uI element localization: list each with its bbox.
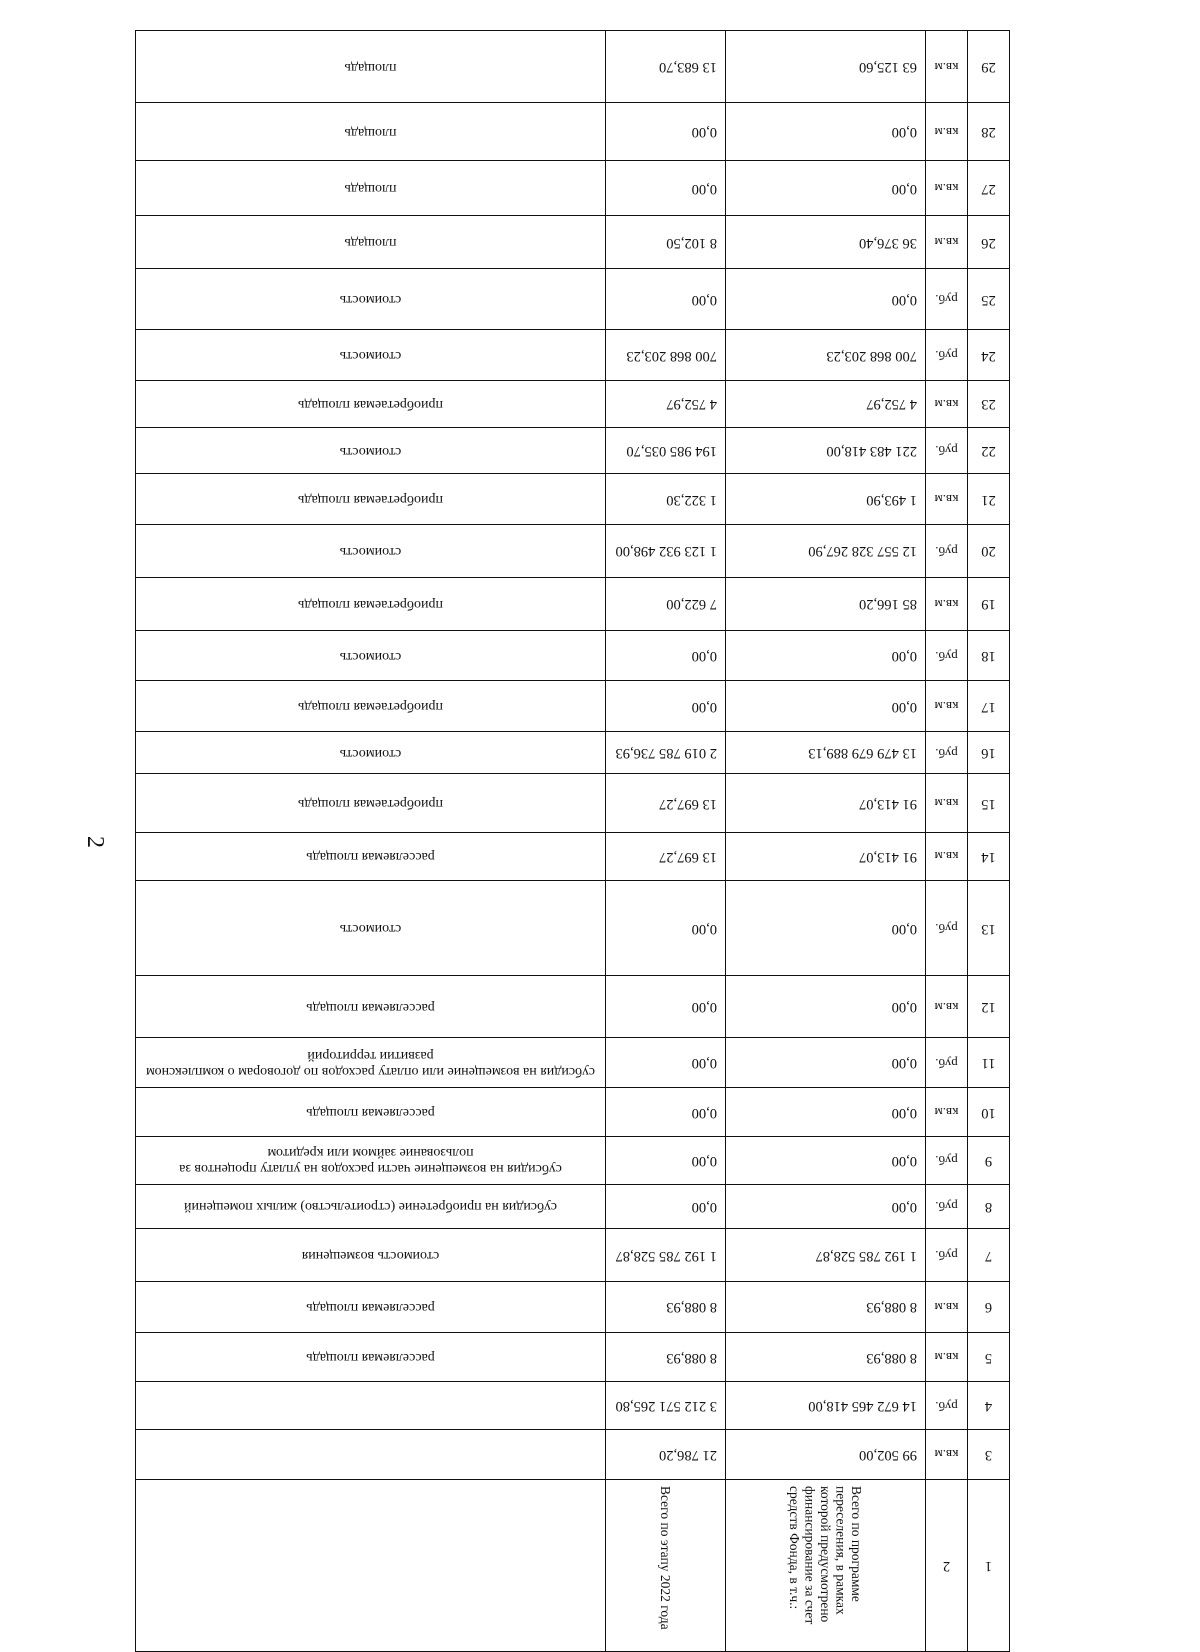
row-number: 25 bbox=[968, 269, 1010, 330]
row-value-program: 0,00 bbox=[726, 1088, 926, 1137]
row-value-stage: 194 985 035,70 bbox=[606, 427, 726, 474]
page-number: 2 bbox=[82, 836, 108, 848]
row-value-stage: 0,00 bbox=[606, 1137, 726, 1185]
row-value-program: 4 752,97 bbox=[726, 381, 926, 428]
row-description: площадь bbox=[136, 103, 606, 161]
row-value-stage: 1 322,30 bbox=[606, 474, 726, 525]
row-value-program: 8 088,93 bbox=[726, 1281, 926, 1332]
table-row bbox=[136, 269, 1010, 330]
row-number: 9 bbox=[968, 1137, 1010, 1185]
row-description: площадь bbox=[136, 161, 606, 216]
row-value-program: 99 502,00 bbox=[726, 1429, 926, 1479]
header-col-2 bbox=[926, 1479, 968, 1651]
row-unit: руб. bbox=[926, 1229, 968, 1282]
row-number: 7 bbox=[968, 1229, 1010, 1282]
row-description: расселяемая площадь bbox=[136, 1281, 606, 1332]
table-row bbox=[136, 381, 1010, 428]
row-description: стоимость bbox=[136, 269, 606, 330]
row-unit: кв.м bbox=[926, 1332, 968, 1382]
row-description: приобретаемая площадь bbox=[136, 474, 606, 525]
row-description: стоимость bbox=[136, 330, 606, 381]
row-value-stage: 0,00 bbox=[606, 681, 726, 732]
header-total-stage-text: Всего по этапу 2022 года bbox=[658, 1485, 674, 1630]
row-number: 20 bbox=[968, 524, 1010, 577]
header-total-stage bbox=[606, 1479, 726, 1651]
row-value-program: 0,00 bbox=[726, 269, 926, 330]
row-value-stage: 8 088,93 bbox=[606, 1281, 726, 1332]
table-row bbox=[136, 1137, 1010, 1185]
row-value-stage: 0,00 bbox=[606, 881, 726, 976]
row-number: 14 bbox=[968, 832, 1010, 881]
row-unit: кв.м bbox=[926, 474, 968, 525]
row-unit: руб. bbox=[926, 630, 968, 681]
row-number: 17 bbox=[968, 681, 1010, 732]
row-description bbox=[136, 1382, 606, 1430]
row-unit: кв.м bbox=[926, 774, 968, 832]
row-value-stage: 0,00 bbox=[606, 103, 726, 161]
row-unit: кв.м bbox=[926, 976, 968, 1037]
program-table bbox=[135, 30, 1010, 1652]
row-unit: кв.м bbox=[926, 161, 968, 216]
row-number: 4 bbox=[968, 1382, 1010, 1430]
row-number: 8 bbox=[968, 1184, 1010, 1228]
row-value-program: 0,00 bbox=[726, 976, 926, 1037]
row-value-stage: 8 088,93 bbox=[606, 1332, 726, 1382]
row-value-stage: 0,00 bbox=[606, 269, 726, 330]
row-value-program: 0,00 bbox=[726, 681, 926, 732]
row-description: приобретаемая площадь bbox=[136, 681, 606, 732]
row-unit: кв.м bbox=[926, 577, 968, 630]
table-row bbox=[136, 524, 1010, 577]
row-description: субсидия на приобретение (строительство) жилых помещений bbox=[136, 1184, 606, 1228]
table-row bbox=[136, 103, 1010, 161]
row-value-stage: 13 697,27 bbox=[606, 832, 726, 881]
row-description: стоимость возмещения bbox=[136, 1229, 606, 1282]
row-description: стоимость bbox=[136, 524, 606, 577]
row-value-stage: 3 212 571 265,80 bbox=[606, 1382, 726, 1430]
row-value-program: 8 088,93 bbox=[726, 1332, 926, 1382]
row-value-program: 0,00 bbox=[726, 161, 926, 216]
row-number: 5 bbox=[968, 1332, 1010, 1382]
row-unit: руб. bbox=[926, 881, 968, 976]
row-value-stage: 0,00 bbox=[606, 630, 726, 681]
header-col-1 bbox=[968, 1479, 1010, 1651]
row-unit: кв.м bbox=[926, 216, 968, 269]
row-number: 3 bbox=[968, 1429, 1010, 1479]
table-row bbox=[136, 577, 1010, 630]
row-value-stage: 0,00 bbox=[606, 1088, 726, 1137]
row-description: приобретаемая площадь bbox=[136, 774, 606, 832]
row-value-program: 1 192 785 528,87 bbox=[726, 1229, 926, 1282]
row-value-stage: 13 683,70 bbox=[606, 31, 726, 103]
table-row bbox=[136, 1088, 1010, 1137]
row-number: 23 bbox=[968, 381, 1010, 428]
row-unit: руб. bbox=[926, 1037, 968, 1088]
table-row bbox=[136, 427, 1010, 474]
row-value-stage: 2 019 785 736,93 bbox=[606, 732, 726, 774]
table-row bbox=[136, 1281, 1010, 1332]
row-value-program: 14 672 465 418,00 bbox=[726, 1382, 926, 1430]
row-description: стоимость bbox=[136, 732, 606, 774]
table-row bbox=[136, 31, 1010, 103]
row-value-program: 700 868 203,23 bbox=[726, 330, 926, 381]
table-row bbox=[136, 832, 1010, 881]
row-unit: руб. bbox=[926, 269, 968, 330]
row-value-program: 12 557 328 267,90 bbox=[726, 524, 926, 577]
row-unit: кв.м bbox=[926, 1281, 968, 1332]
table-row bbox=[136, 881, 1010, 976]
table-row bbox=[136, 1037, 1010, 1088]
table-row bbox=[136, 774, 1010, 832]
row-number: 12 bbox=[968, 976, 1010, 1037]
row-number: 29 bbox=[968, 31, 1010, 103]
row-description: расселяемая площадь bbox=[136, 976, 606, 1037]
row-unit: кв.м bbox=[926, 832, 968, 881]
row-unit: кв.м bbox=[926, 31, 968, 103]
row-number: 16 bbox=[968, 732, 1010, 774]
table-row bbox=[136, 330, 1010, 381]
row-value-program: 85 166,20 bbox=[726, 577, 926, 630]
row-value-program: 91 413,07 bbox=[726, 774, 926, 832]
row-unit: кв.м bbox=[926, 1429, 968, 1479]
row-unit: кв.м bbox=[926, 103, 968, 161]
row-description: приобретаемая площадь bbox=[136, 577, 606, 630]
row-unit: кв.м bbox=[926, 681, 968, 732]
row-value-program: 91 413,07 bbox=[726, 832, 926, 881]
row-description: расселяемая площадь bbox=[136, 1332, 606, 1382]
row-value-program: 0,00 bbox=[726, 1037, 926, 1088]
row-value-program: 36 376,40 bbox=[726, 216, 926, 269]
row-unit: кв.м bbox=[926, 381, 968, 428]
row-number: 27 bbox=[968, 161, 1010, 216]
row-value-program: 1 493,90 bbox=[726, 474, 926, 525]
row-value-program: 63 125,60 bbox=[726, 31, 926, 103]
row-unit: руб. bbox=[926, 524, 968, 577]
row-number: 28 bbox=[968, 103, 1010, 161]
row-description: субсидия на возмещение части расходов на уплату процентов за пользование займом или кредитом bbox=[136, 1137, 606, 1185]
row-value-program: 13 479 679 889,13 bbox=[726, 732, 926, 774]
row-number: 15 bbox=[968, 774, 1010, 832]
table-row bbox=[136, 161, 1010, 216]
table-row bbox=[136, 216, 1010, 269]
row-number: 26 bbox=[968, 216, 1010, 269]
row-description: площадь bbox=[136, 216, 606, 269]
row-value-stage: 13 697,27 bbox=[606, 774, 726, 832]
header-col-2-label: 2 bbox=[942, 1557, 951, 1574]
row-value-stage: 8 102,50 bbox=[606, 216, 726, 269]
row-description: субсидия на возмещение или оплату расходов по договорам о комплексном развитии территорий bbox=[136, 1037, 606, 1088]
header-description-blank bbox=[136, 1479, 606, 1651]
row-number: 19 bbox=[968, 577, 1010, 630]
table-row bbox=[136, 1382, 1010, 1430]
rotated-table-sheet bbox=[135, 30, 1010, 1652]
row-description: приобретаемая площадь bbox=[136, 381, 606, 428]
table-row bbox=[136, 1229, 1010, 1282]
header-row bbox=[136, 1479, 1010, 1651]
table-row bbox=[136, 630, 1010, 681]
row-value-program: 221 483 418,00 bbox=[726, 427, 926, 474]
row-unit: руб. bbox=[926, 1382, 968, 1430]
table-row bbox=[136, 1332, 1010, 1382]
row-value-stage: 0,00 bbox=[606, 976, 726, 1037]
table-row bbox=[136, 1184, 1010, 1228]
row-number: 22 bbox=[968, 427, 1010, 474]
table-row bbox=[136, 681, 1010, 732]
row-unit: руб. bbox=[926, 1137, 968, 1185]
table-row bbox=[136, 732, 1010, 774]
table-row bbox=[136, 976, 1010, 1037]
row-unit: руб. bbox=[926, 330, 968, 381]
row-value-stage: 7 622,00 bbox=[606, 577, 726, 630]
row-number: 11 bbox=[968, 1037, 1010, 1088]
row-value-program: 0,00 bbox=[726, 881, 926, 976]
row-description: стоимость bbox=[136, 427, 606, 474]
row-value-stage: 0,00 bbox=[606, 161, 726, 216]
row-description: расселяемая площадь bbox=[136, 832, 606, 881]
row-value-stage: 700 868 203,23 bbox=[606, 330, 726, 381]
table-row bbox=[136, 1429, 1010, 1479]
row-number: 24 bbox=[968, 330, 1010, 381]
row-description: стоимость bbox=[136, 630, 606, 681]
row-value-stage: 1 192 785 528,87 bbox=[606, 1229, 726, 1282]
row-value-stage: 21 786,20 bbox=[606, 1429, 726, 1479]
row-number: 21 bbox=[968, 474, 1010, 525]
row-value-stage: 0,00 bbox=[606, 1037, 726, 1088]
row-value-program: 0,00 bbox=[726, 103, 926, 161]
row-description: площадь bbox=[136, 31, 606, 103]
row-description: расселяемая площадь bbox=[136, 1088, 606, 1137]
row-value-program: 0,00 bbox=[726, 1184, 926, 1228]
header-col-1-label: 1 bbox=[984, 1557, 993, 1574]
row-unit: руб. bbox=[926, 732, 968, 774]
table-row bbox=[136, 474, 1010, 525]
row-value-stage: 1 123 932 498,00 bbox=[606, 524, 726, 577]
row-unit: руб. bbox=[926, 1184, 968, 1228]
row-unit: руб. bbox=[926, 427, 968, 474]
header-total-program-text: Всего по программе переселения, в рамках которой предусмотрено финансирование за счет средств Фонда, в т.ч.: bbox=[787, 1485, 865, 1624]
row-value-stage: 0,00 bbox=[606, 1184, 726, 1228]
row-value-stage: 4 752,97 bbox=[606, 381, 726, 428]
row-number: 10 bbox=[968, 1088, 1010, 1137]
row-value-program: 0,00 bbox=[726, 1137, 926, 1185]
row-description bbox=[136, 1429, 606, 1479]
row-number: 6 bbox=[968, 1281, 1010, 1332]
row-number: 18 bbox=[968, 630, 1010, 681]
row-value-program: 0,00 bbox=[726, 630, 926, 681]
header-total-program bbox=[726, 1479, 926, 1651]
row-description: стоимость bbox=[136, 881, 606, 976]
row-number: 13 bbox=[968, 881, 1010, 976]
row-unit: кв.м bbox=[926, 1088, 968, 1137]
